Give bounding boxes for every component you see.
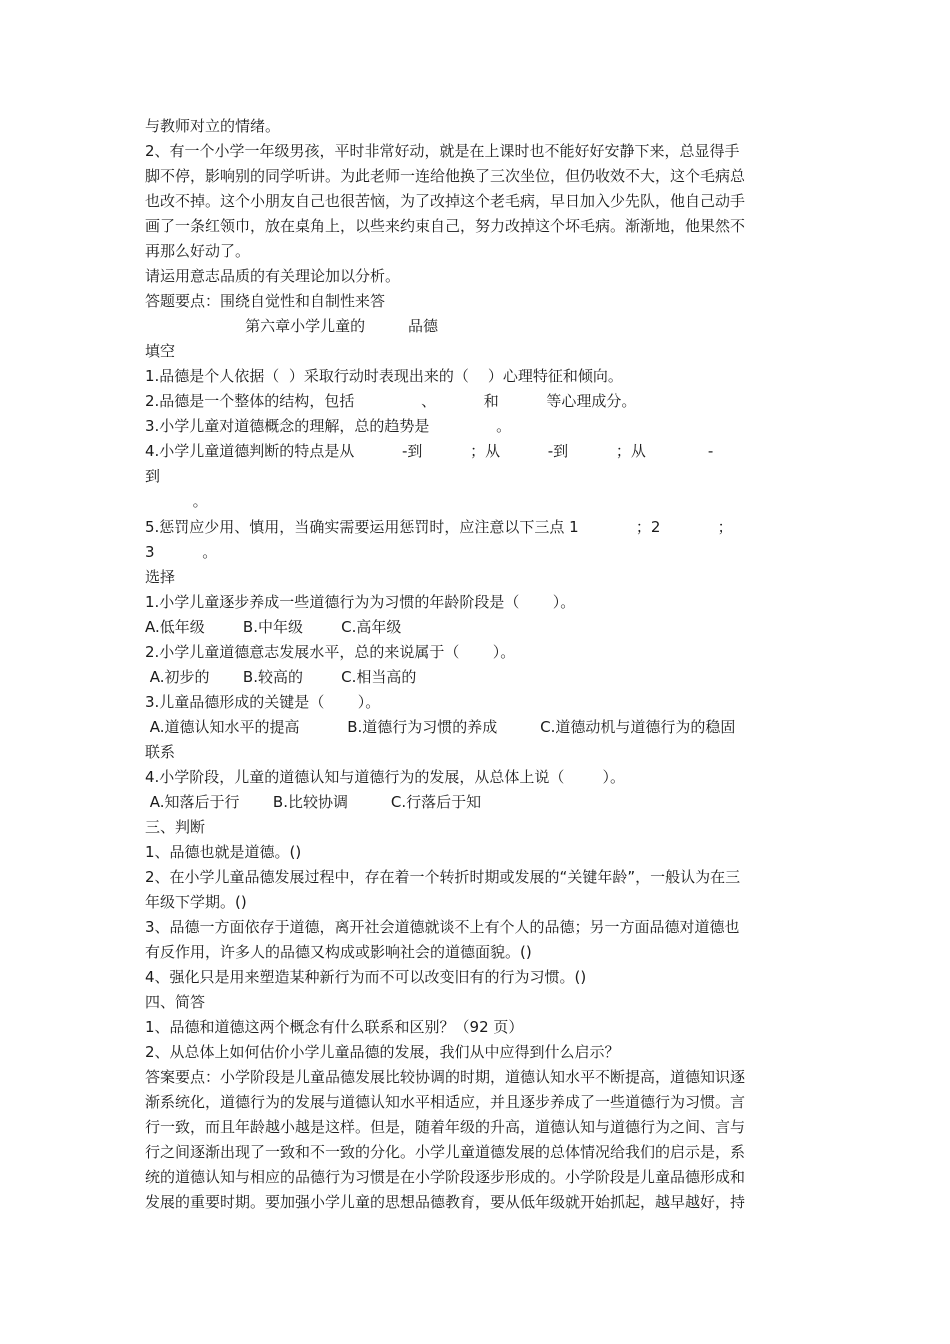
text-line: 也改不掉。这个小朋友自己也很苦恼，为了改掉这个老毛病，早日加入少先队，他自己动手: [145, 192, 746, 210]
text-line: 再那么好动了。: [145, 242, 251, 260]
text-line: 2、从总体上如何估价小学儿童品德的发展，我们从中应得到什么启示？: [145, 1043, 620, 1061]
text-line: 1、品德和道德这两个概念有什么联系和区别？（92 页）: [145, 1018, 524, 1036]
text-line: 与教师对立的情绪。: [145, 117, 281, 135]
text-line: 年级下学期。(): [145, 893, 247, 911]
text-line: 脚不停，影响别的同学听讲。为此老师一连给他换了三次坐位，但仍收效不大，这个毛病总: [145, 167, 746, 185]
text-line: 3.小学儿童对道德概念的理解，总的趋势是 。: [145, 417, 512, 435]
section-heading: 选择: [145, 568, 176, 586]
text-line: 渐系统化，道德行为的发展与道德认知水平相适应，并且逐步养成了一些道德行为习惯。言: [145, 1093, 746, 1111]
text-line: A.低年级 B.中年级 C.高年级: [145, 618, 402, 636]
text-line: 4.小学儿童道德判断的特点是从 -到 ；从 -到 ；从 -: [145, 442, 714, 460]
text-line: 到: [145, 467, 161, 485]
text-line: 2、有一个小学一年级男孩，平时非常好动，就是在上课时也不能好好安静下来，总显得手: [145, 142, 740, 160]
section-heading: 四、简答: [145, 993, 206, 1011]
text-line: 3、品德一方面依存于道德，离开社会道德就谈不上有个人的品德；另一方面品德对道德也: [145, 918, 740, 936]
text-line: 2.小学儿童道德意志发展水平，总的来说属于（ ）。: [145, 643, 516, 661]
chapter-title: 第六章小学儿童的 品德: [145, 317, 439, 335]
text-line: 3 。: [145, 543, 218, 561]
text-line: 2.品德是一个整体的结构，包括 、 和 等心理成分。: [145, 392, 637, 410]
text-line: 4、强化只是用来塑造某种新行为而不可以改变旧有的行为习惯。(): [145, 968, 587, 986]
text-line: 答案要点：小学阶段是儿童品德发展比较协调的时期，道德认知水平不断提高，道德知识逐: [145, 1068, 746, 1086]
section-heading: 三、判断: [145, 818, 206, 836]
text-line: 。: [145, 492, 208, 510]
text-line: 行一致，而且年龄越小越是这样。但是，随着年级的升高，道德认知与道德行为之间、言与: [145, 1118, 746, 1136]
text-line: A.知落后于行 B.比较协调 C.行落后于知: [145, 793, 482, 811]
text-line: 画了一条红领巾，放在桌角上，以些来约束自己，努力改掉这个坏毛病。渐渐地，他果然不: [145, 217, 746, 235]
text-line: 联系: [145, 743, 176, 761]
text-line: 1.品德是个人依据（ ）采取行动时表现出来的（ ）心理特征和倾向。: [145, 367, 623, 385]
text-line: 3.儿童品德形成的关键是（ ）。: [145, 693, 381, 711]
text-line: 统的道德认知与相应的品德行为习惯是在小学阶段逐步形成的。小学阶段是儿童品德形成和: [145, 1168, 746, 1186]
text-line: 1.小学儿童逐步养成一些道德行为为习惯的年龄阶段是（ ）。: [145, 593, 576, 611]
text-line: 4.小学阶段，儿童的道德认知与道德行为的发展，从总体上说（ ）。: [145, 768, 625, 786]
text-line: 行之间逐渐出现了一致和不一致的分化。小学儿童道德发展的总体情况给我们的启示是，系: [145, 1143, 746, 1161]
text-line: 2、在小学儿童品德发展过程中，存在着一个转折时期或发展的“关键年龄”，一般认为在三: [145, 868, 741, 886]
text-line: 请运用意志品质的有关理论加以分析。: [145, 267, 401, 285]
text-line: 答题要点：围绕自觉性和自制性来答: [145, 292, 386, 310]
text-line: 5.惩罚应少用、慎用，当确实需要运用惩罚时，应注意以下三点 1 ；2 ；: [145, 518, 733, 536]
text-line: 发展的重要时期。要加强小学儿童的思想品德教育，要从低年级就开始抓起，越早越好，持: [145, 1193, 746, 1211]
text-line: A.初步的 B.较高的 C.相当高的: [145, 668, 417, 686]
text-line: 有反作用，许多人的品德又构成或影响社会的道德面貌。(): [145, 943, 532, 961]
text-line: A.道德认知水平的提高 B.道德行为习惯的养成 C.道德动机与道德行为的稳固: [145, 718, 736, 736]
section-heading: 填空: [145, 342, 176, 360]
text-line: 1、品德也就是道德。(): [145, 843, 302, 861]
